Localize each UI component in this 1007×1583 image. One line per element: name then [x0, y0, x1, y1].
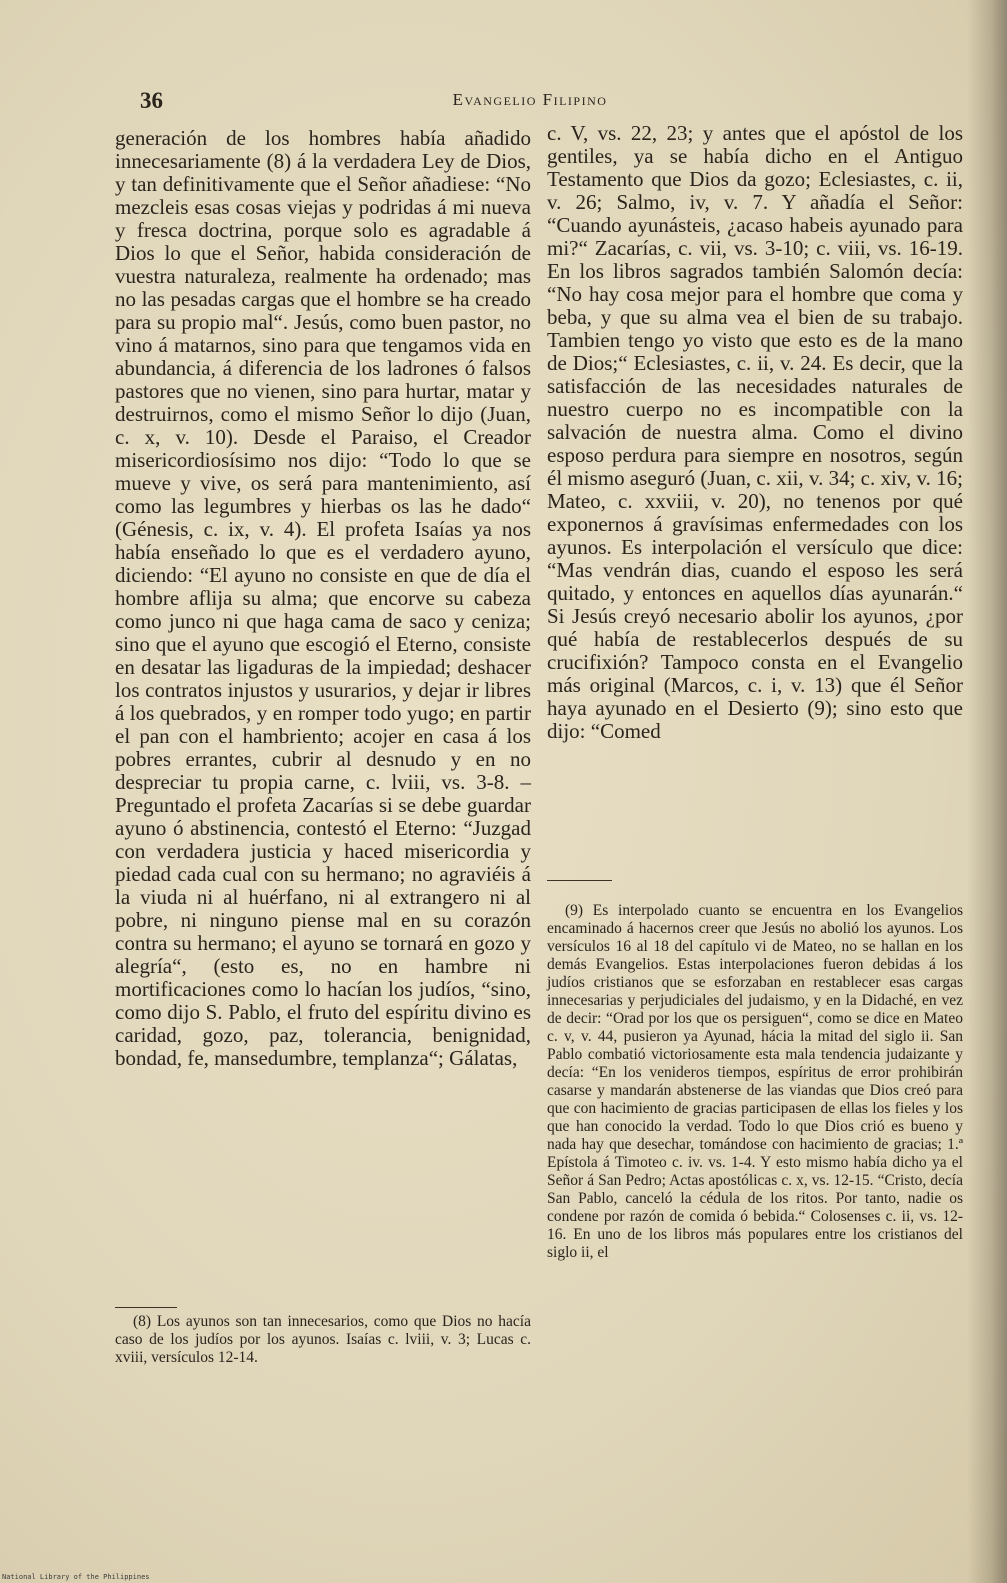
footnote-divider-right: [547, 880, 612, 881]
footnote-divider-left: [115, 1307, 177, 1308]
running-title: Evangelio Filipino: [452, 90, 608, 109]
left-column: [115, 127, 531, 1070]
page-edge-shadow: [967, 0, 1007, 1583]
footnote-8: (8) Los ayunos son tan innecesarios, como que Dios no hacía caso de los judíos por los ayunos. Isaías c. lviii, v. 3; Lucas c. xviii, versículos 12-14.: [115, 1313, 531, 1366]
footnote-9: (9) Es interpolado cuanto se encuentra en los Evangelios encaminado á hacernos creer que Jesús no abolió los ayunos. Los versículos 16 al 18 del capítulo vi de Mateo, no se hallan en los demás Evangelios. Estas interpolaciones fueron debidas á los judíos cristianos que se esforzaban en restablecer esas cargas innecesarias y perjudiciales del judaismo, y en la Didaché, en vez de decir: “Orad por los que os persiguen“, como se dice en Mateo c. v, v. 44, pusieron ya Ayunad, hácia la mitad del siglo ii. San Pablo combatió victoriosamente esta mala tendencia judaizante y decía: “En los venideros tiempos, espíritus de error prohibirán casarse y mandarán abstenerse de las viandas que Dios creó para que con hacimiento de gracias participasen de ellas los fieles y los que han conocido la verdad. Todo lo que Dios crió es bueno y nada hay que desechar, tomándose con hacimiento de gracias; 1.ª Epístola á Timoteo c. iv. vs. 1-4. Y esto mismo había dicho ya el Señor á San Pedro; Actas apostólicas c. x, vs. 12-15. “Cristo, decía San Pablo, canceló la cédula de los ritos. Por tanto, nadie os condene por razón de comida ó bebida.“ Colosenses c. ii, vs. 12-16. En uno de los libros más populares entre los cristianos del siglo ii, el: [547, 902, 963, 1261]
library-stamp: National Library of the Philippines: [2, 1573, 150, 1581]
right-column-text: c. V, vs. 22, 23; y antes que el apóstol de los gentiles, ya se había dicho en el Antiguo Testamento que Dios da gozo; Eclesiastes, c. ii, v. 26; Salmo, iv, v. 7. Y añadía el Señor: “Cuando ayunásteis, ¿acaso habeis ayunado para mi?“ Zacarías, c. vii, vs. 3-10; c. viii, vs. 16-19. En los libros sagrados también Salomón decía: “No hay cosa mejor para el hombre que coma y beba, y que su alma vea el bien de su trabajo. Tambien tengo yo visto que esto es de la mano de Dios;“ Eclesiastes, c. ii, v. 24. Es decir, que la satisfacción de las necesidades naturales de nuestro cuerpo no es incompatible con la salvación de nuestra alma. Como el divino esposo perdura para siempre en nosotros, según él mismo aseguró (Juan, c. xii, v. 34; c. xiv, v. 16; Mateo, c. xxviii, v. 20), no tenenos por qué exponernos á gravísimas enfermedades con los ayunos. Es interpolación el versículo que dice: “Mas vendrán dias, cuando el esposo les será quitado, y entonces en aquellos días ayunarán.“ Si Jesús creyó necesario abolir los ayunos, ¿por qué había de restablecerlos después de su crucifixión? Tampoco consta en el Evangelio más original (Marcos, c. i, v. 13) que él Señor haya ayunado en el Desierto (9); sino esto que dijo: “Comed: [547, 121, 963, 743]
page-number: 36: [140, 88, 163, 113]
page-header: [140, 88, 960, 120]
right-column: [547, 122, 963, 743]
left-column-text: generación de los hombres había añadido innecesariamente (8) á la verdadera Ley de Dios, y tan definitivamente que el Señor añadiese: “No mezcleis esas cosas viejas y podridas á mi nueva y fresca doctrina, porque solo es agradable á Dios lo que el Señor, habida consideración de vuestra naturaleza, realmente ha ordenado; mas no las pesadas cargas que el hombre se ha creado para su propio mal“. Jesús, como buen pastor, no vino á matarnos, sino para que tengamos vida en abundancia, á diferencia de los ladrones ó falsos pastores que no vienen, sino para hurtar, matar y destruirnos, como el mismo Señor lo dijo (Juan, c. x, v. 10). Desde el Paraiso, el Creador misericordiosísimo nos dijo: “Todo lo que se mueve y vive, os será para mantenimiento, así como las legumbres y hierbas os las he dado“ (Génesis, c. ix, v. 4). El profeta Isaías ya nos había enseñado lo que es el verdadero ayuno, diciendo: “El ayuno no consiste en que de día el hombre aflija su alma; que encorve su cabeza como junco ni que haga cama de saco y ceniza; sino que el ayuno que escogió el Eterno, consiste en desatar las ligaduras de la impiedad; deshacer los contratos injustos y usurarios, y dejar ir libres á los quebrados, y en romper todo yugo; en partir el pan con el hambriento; acojer en casa á los pobres errantes, cubrir al desnudo y en no despreciar tu propia carne, c. lviii, vs. 3-8. – Preguntado el profeta Zacarías si se debe guardar ayuno ó abstinencia, contestó el Eterno: “Juzgad con verdadera justicia y haced misericordia y piedad cada cual con su hermano; no agraviéis á la viuda ni al huérfano, ni al extrangero ni al pobre, ni ninguno piense mal en su corazón contra su hermano; el ayuno se tornará en gozo y alegría“, (esto es, no en hambre ni mortificaciones como lo hacían los judíos, “sino, como dijo S. Pablo, el fruto del espíritu divino es caridad, gozo, paz, tolerancia, benignidad, bondad, fe, mansedumbre, templanza“; Gálatas,: [115, 126, 531, 1070]
